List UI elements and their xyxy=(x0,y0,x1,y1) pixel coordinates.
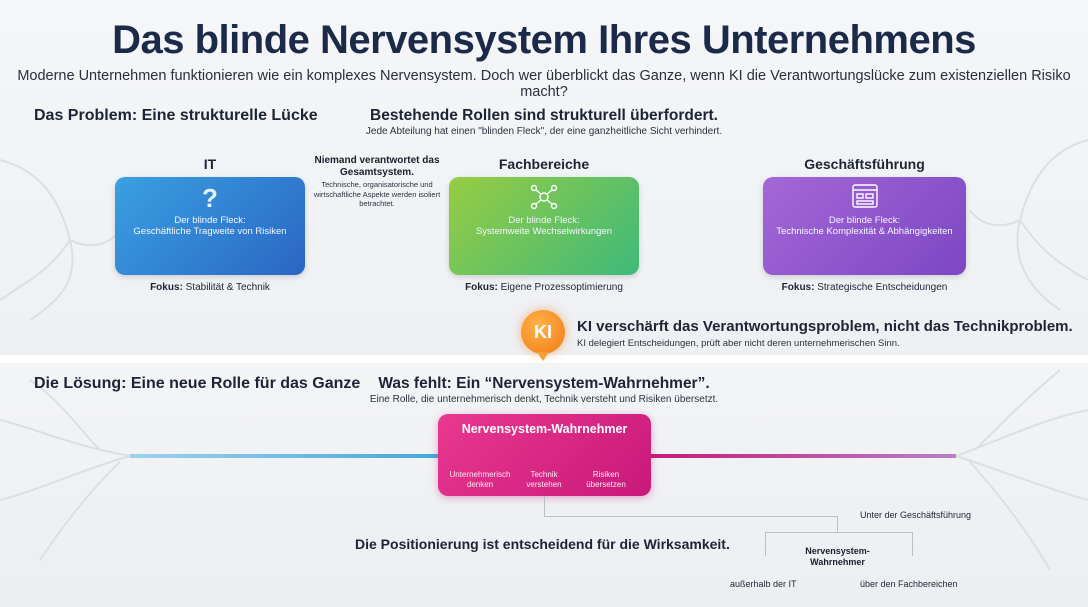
solution-center-subtext: Eine Rolle, die unternehmerisch denkt, Technik versteht und Risiken übersetzt. xyxy=(369,394,719,405)
fokus-label: Fokus: xyxy=(465,282,498,293)
org-label-right: über den Fachbereichen xyxy=(860,579,958,589)
connector-vertical xyxy=(544,496,545,516)
blind-spot-label: Der blinde Fleck: xyxy=(174,215,246,226)
blind-spot-description: Geschäftliche Tragweite von Risiken xyxy=(133,226,287,237)
role-trait-risiken: Risiken übersetzen xyxy=(586,470,626,489)
no-owner-note-title: Niemand verantwortet das Gesamtsystem. xyxy=(314,155,440,178)
org-label-left: außerhalb der IT xyxy=(730,579,797,589)
positioning-statement: Die Positionierung ist entscheidend für die Wirksamkeit. xyxy=(355,536,730,552)
fokus-label: Fokus: xyxy=(781,282,815,293)
connector-drop xyxy=(837,516,838,532)
dashboard-window-icon xyxy=(763,183,966,214)
ki-badge: KI xyxy=(521,310,565,354)
blind-spot-text-geschaeftsfuehrung xyxy=(763,215,966,237)
solution-heading: Die Lösung: Eine neue Rolle für das Ganze xyxy=(34,375,361,392)
fokus-label: Fokus: xyxy=(150,282,183,293)
question-mark-icon: ? xyxy=(202,183,218,213)
org-node-role: Nervensystem-Wahrnehmer xyxy=(805,546,870,567)
org-bracket-left xyxy=(765,532,766,556)
problem-heading: Das Problem: Eine strukturelle Lücke xyxy=(34,107,318,124)
blind-spot-card-it xyxy=(115,177,305,275)
network-nodes-icon xyxy=(449,183,639,216)
nerve-line-left xyxy=(130,454,438,458)
blind-spot-description: Systemweite Wechselwirkungen xyxy=(475,226,613,237)
problem-center-subtext: Jede Abteilung hat einen "blinden Fleck", der eine ganzheitliche Sicht verhindert. xyxy=(365,126,723,137)
blind-spot-text-it xyxy=(115,215,305,237)
page-subtitle: Moderne Unternehmen funktionieren wie ein komplexes Nervensystem. Doch wer überblickt das Ganze, wenn KI die Verantwortungslücke zum existenziellen Risiko macht? xyxy=(17,68,1071,100)
ki-subtext: KI delegiert Entscheidungen, prüft aber nicht deren unternehmerischen Sinn. xyxy=(577,338,900,349)
blind-spot-description: Technische Komplexität & Abhängigkeiten xyxy=(776,226,953,237)
blind-spot-label: Der blinde Fleck: xyxy=(828,215,901,226)
fokus-value: Strategische Entscheidungen xyxy=(817,282,948,293)
ki-badge-pointer xyxy=(537,352,549,361)
role-trait-technik: Technik verstehen xyxy=(526,470,562,489)
fokus-fachbereiche xyxy=(449,282,639,293)
fokus-value: Stabilität & Technik xyxy=(185,282,270,293)
column-title-geschaeftsfuehrung: Geschäftsführung xyxy=(804,156,925,172)
nervensystem-wahrnehmer-box xyxy=(438,414,651,496)
blind-spot-card-geschaeftsfuehrung xyxy=(763,177,966,275)
role-title: Nervensystem-Wahrnehmer xyxy=(461,422,628,436)
org-bracket-top xyxy=(765,532,913,533)
org-label-top: Unter der Geschäftsführung xyxy=(860,510,972,520)
fokus-value: Eigene Prozessoptimierung xyxy=(500,282,623,293)
ki-heading: KI verschärft das Verantwortungsproblem, nicht das Technikproblem. xyxy=(577,318,1073,335)
column-title-it: IT xyxy=(203,156,217,172)
blind-spot-card-fachbereiche xyxy=(449,177,639,275)
page-title: Das blinde Nervensystem Ihres Unternehmens xyxy=(112,18,976,62)
role-trait-unternehmerisch: Unternehmerisch denken xyxy=(449,470,511,489)
solution-center-heading: Was fehlt: Ein “Nervensystem-Wahrnehmer”. xyxy=(378,375,710,392)
connector-horizontal xyxy=(544,516,837,517)
no-owner-note-body: Technische, organisatorische und wirtschaftliche Aspekte werden isoliert betrachtet. xyxy=(313,180,441,208)
nerve-line-right xyxy=(651,454,956,458)
blind-spot-label: Der blinde Fleck: xyxy=(508,215,580,226)
problem-center-heading: Bestehende Rollen sind strukturell überfordert. xyxy=(370,107,718,124)
fokus-it xyxy=(115,282,305,293)
column-title-fachbereiche: Fachbereiche xyxy=(498,156,590,172)
org-bracket-right xyxy=(912,532,913,556)
blind-spot-text-fachbereiche xyxy=(449,215,639,237)
fokus-geschaeftsfuehrung xyxy=(763,282,966,293)
